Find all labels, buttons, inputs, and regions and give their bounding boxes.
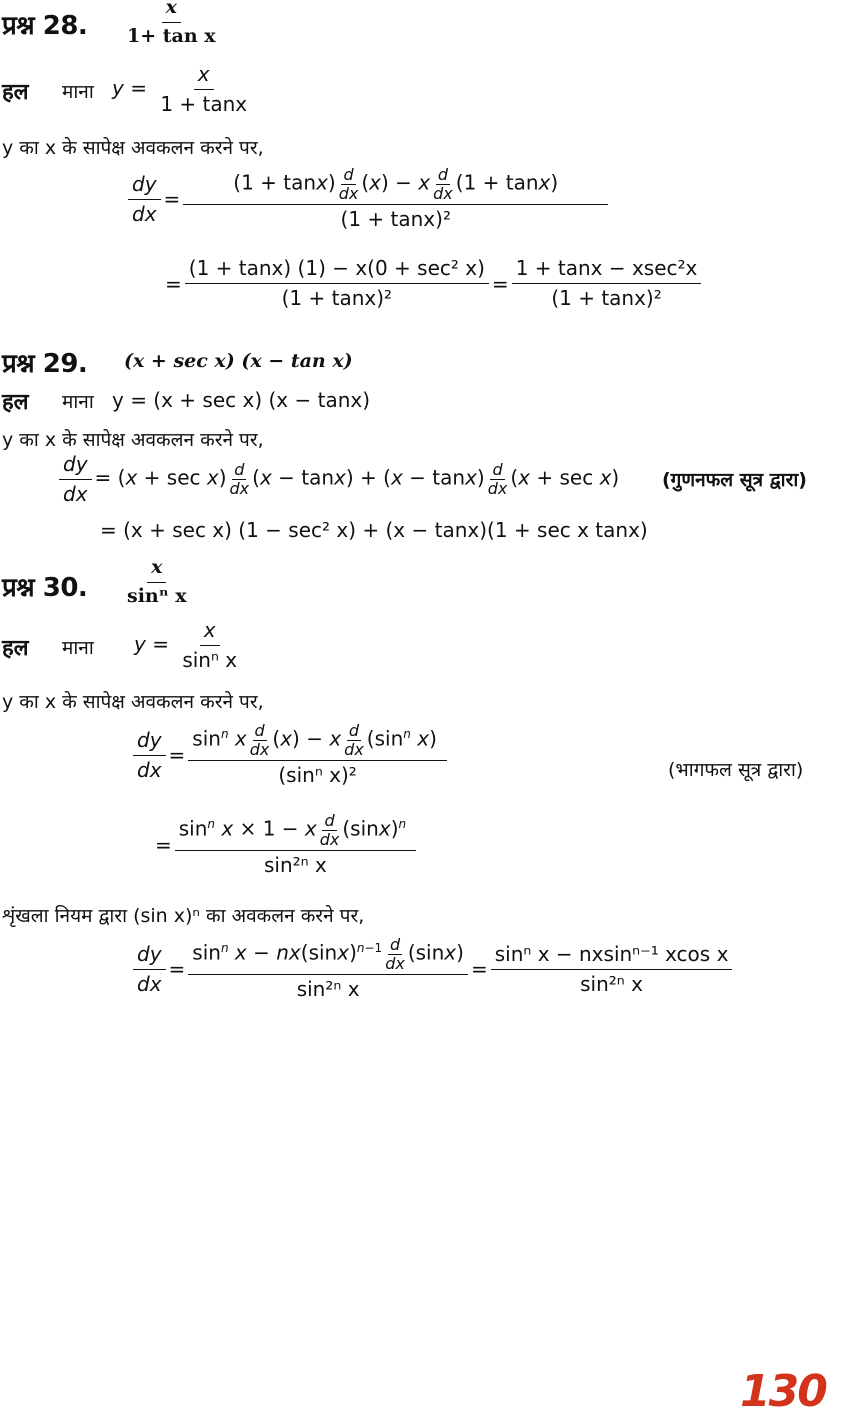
- q29-product-rule-note: (गुणनफल सूत्र द्वारा): [662, 469, 807, 491]
- q30-y-eq: y =: [134, 632, 169, 656]
- q28-step1: [125, 166, 611, 232]
- q28-step1-denominator: (1 + tanx)²: [340, 207, 451, 232]
- q30-y-numerator: x: [200, 618, 220, 646]
- q28-differentiate-text: y का x के सापेक्ष अवकलन करने पर,: [2, 137, 264, 159]
- q30-step2-denominator: sin²ⁿ x: [264, 853, 327, 878]
- question-29-expression: (x + sec x) (x − tan x): [124, 350, 353, 372]
- q28-y-definition: [112, 62, 254, 117]
- q28-step3-numerator: 1 + tanx − xsec²x: [512, 256, 702, 284]
- q30-step2-numerator: $\sin^n x \times 1 - x$ $\frac{d}{dx}$ $(\sin x)^n$: [175, 812, 416, 851]
- q30-differentiate-text: y का x के सापेक्ष अवकलन करने पर,: [2, 691, 264, 713]
- q28-equals: =: [163, 187, 181, 212]
- q29-assume-word: माना: [62, 391, 94, 413]
- q30-y-definition: [134, 618, 244, 673]
- q28-step2: [165, 256, 704, 311]
- q29-y-definition: y = (x + sec x) (x − tanx): [112, 388, 371, 412]
- q28-step2-denominator: (1 + tanx)²: [281, 286, 393, 310]
- q30-chain-rule-text: शृंखला नियम द्वारा (sin x)ⁿ का अवकलन करने पर,: [2, 905, 365, 927]
- q29-differentiate-text: y का x के सापेक्ष अवकलन करने पर,: [2, 429, 264, 451]
- question-29-label: प्रश्न 29.: [2, 349, 88, 379]
- q30-step2: = $\sin^n x \times 1 - x$ $\frac{d}{dx}$ $(\sin x)^n$ sin²ⁿ x: [155, 812, 419, 878]
- q28-solution-label: हल: [2, 80, 29, 105]
- q28-step2-equals: =: [165, 271, 182, 296]
- q28-y-denominator: 1 + tanx: [160, 92, 248, 116]
- q29-step1: $\frac{dy}{dx}$ = (x + sec x) $\frac{d}{dx}$ (x − tanx) + (x − tanx) $\frac{d}{dx}$ (x + sec x): [56, 452, 619, 507]
- page-number: 130: [740, 1366, 826, 1417]
- q29-dydx-num: dy: [59, 452, 92, 480]
- q30-quotient-rule-note: (भागफल सूत्र द्वारा): [668, 759, 804, 781]
- q28-step3-equals: =: [491, 271, 509, 296]
- q28-step3-denominator: (1 + tanx)²: [551, 286, 662, 310]
- q30-expr-numerator: x: [147, 556, 166, 583]
- q28-y-numerator: x: [194, 62, 214, 90]
- q30-assume-word: माना: [62, 637, 94, 659]
- q28-step2-numerator: (1 + tanx) (1) − x(0 + sec² x): [185, 256, 489, 284]
- question-30-expression: [120, 556, 194, 609]
- q30-step1: $\frac{dy}{dx}$ = $\sin^n x$ $\frac{d}{dx}$ (x) − x $\frac{d}{dx}$ ($\sin^n$ x) (sinⁿ x)²: [130, 722, 450, 788]
- question-28-label: प्रश्न 28.: [2, 11, 88, 41]
- q30-step4-numerator: sinⁿ x − nxsinⁿ⁻¹ xcos x: [491, 942, 733, 970]
- q30-step4-denominator: sin²ⁿ x: [580, 971, 643, 996]
- question-30-label: प्रश्न 30.: [2, 573, 88, 603]
- q28-expr-numerator: x: [162, 0, 181, 23]
- q28-dydx-den: dx: [132, 201, 157, 226]
- q28-step1-numerator: (1 + tanx) $\frac{d}{dx}$ (x) − x $\frac{d}{dx}$ (1 + tanx): [183, 166, 608, 205]
- q28-expr-denominator: 1+ tan x: [127, 24, 216, 47]
- q30-solution-label: हल: [2, 636, 29, 661]
- question-28-expression: [120, 0, 223, 49]
- q30-y-denominator: sinⁿ x: [182, 648, 238, 672]
- q30-expr-denominator: sinⁿ x: [127, 584, 187, 607]
- q30-step3: $\frac{dy}{dx}$ = $\sin^n x - nx(\sin x)^{n-1}$ $\frac{d}{dx}$ (sinx) sin²ⁿ x = $\frac{\text{sinⁿ x − nxsinⁿ⁻¹ xcos x}}{\text{sin²ⁿ x}}$: [130, 936, 735, 1002]
- q30-step1-numerator: $\sin^n x$ $\frac{d}{dx}$ (x) − x $\frac{d}{dx}$ ($\sin^n$ x): [188, 722, 447, 761]
- q29-dydx-den: dx: [63, 482, 88, 506]
- q29-step2: = (x + sec x) (1 − sec² x) + (x − tanx)(1 + sec x tanx): [100, 518, 648, 542]
- q30-step3-numerator: $\sin^n x - nx(\sin x)^{n-1}$ $\frac{d}{dx}$ (sinx): [188, 936, 468, 975]
- q30-step1-denominator: (sinⁿ x)²: [278, 763, 357, 788]
- q28-dydx-num: dy: [128, 172, 161, 200]
- q28-y-eq: y =: [112, 76, 147, 100]
- q29-solution-label: हल: [2, 390, 29, 415]
- q28-assume-word: माना: [62, 81, 94, 103]
- q30-step3-denominator: sin²ⁿ x: [296, 977, 360, 1002]
